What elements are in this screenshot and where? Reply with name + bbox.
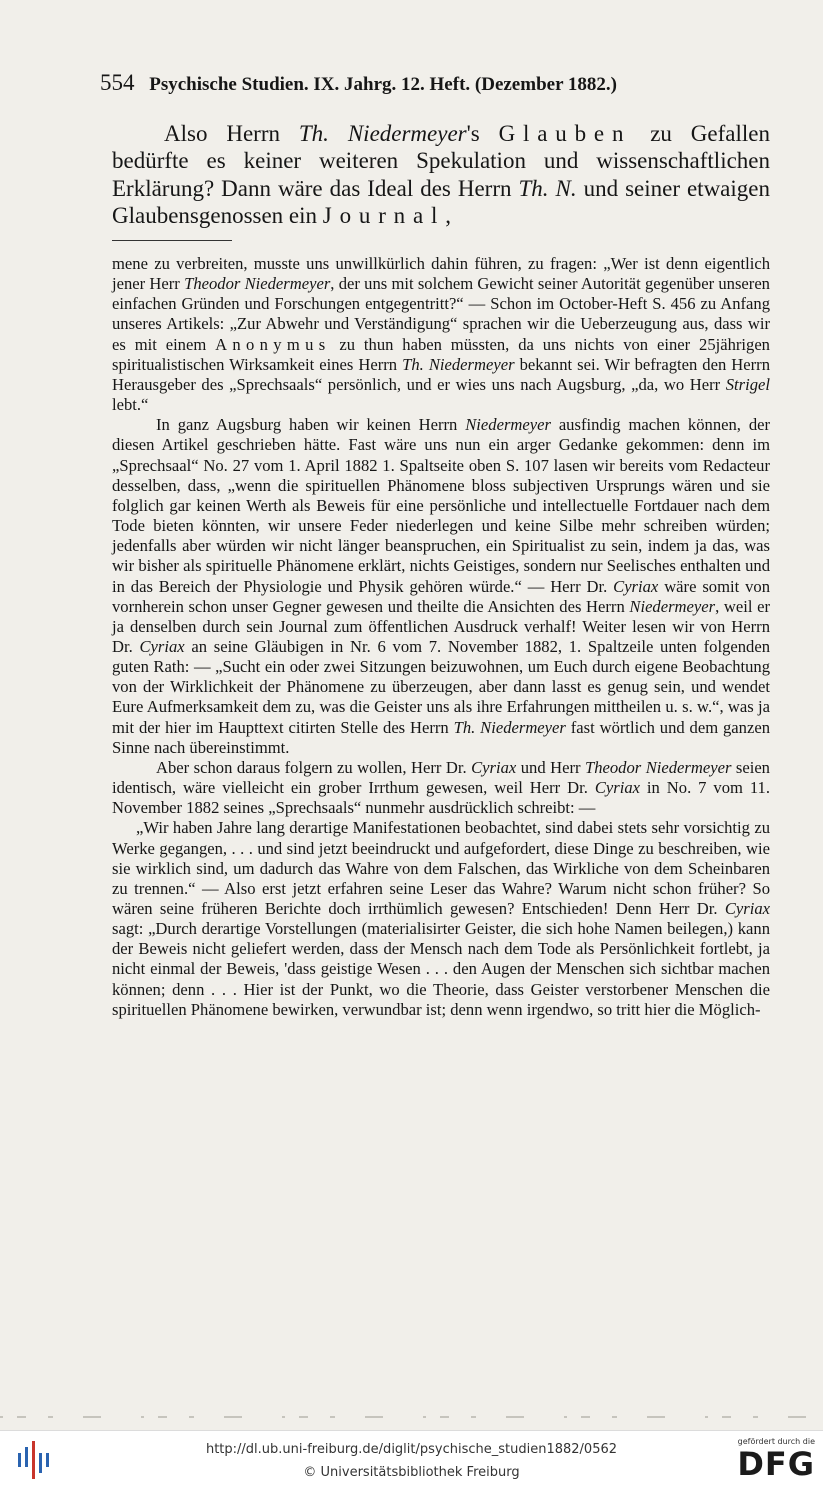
- page-number: 554: [100, 70, 135, 95]
- footnote-quote: „Wir haben Jahre lang derartige Manifestationen beobachtet, sind dabei stets sehr vorsichtig zu Werke gegangen, . . . und sind jetzt beeindruckt und aufgefordert, diese Dinge zu beschreiben, wie sie wirklich sind, um dadurch das Wahre von dem Falschen, das Wirkliche von dem Scheinbaren zu trennen.“ — Also erst jetzt erfahren seine Leser das Wahre? Warum nicht schon früher? So wären seine früheren Berichte doch irrthümlich gewesen? Entschieden! Denn Herr Dr. Cyriax sagt: „Durch derartige Vorstellungen (materialisirter Geister, die sich hohe Namen beilegen,) kann der Beweis nicht geliefert werden, dass der Mensch nach dem Tode als Persönlichkeit fortlebt, ja nicht einmal der Beweis, 'dass geistige Wesen . . . den Augen der Menschen sich sichtbar machen können; denn . . . Hier ist der Punkt, wo die Theorie, dass Geister verstorbener Menschen die spirituellen Phänomene bewirken, verwundbar ist; denn wenn irgendwo, so tritt hier die Möglich-: [112, 818, 770, 1019]
- person-name: Th. Niedermeyer: [453, 717, 566, 737]
- main-paragraph: Also Herrn Th. Niedermeyer's Glauben zu Gefallen bedürfte es keiner weiteren Spekulation und wissenschaftlichen Erklärung? Dann wäre das Ideal des Herrn Th. N. und seiner etwaigen Glaubensgenossen ein Journal,: [112, 121, 770, 229]
- person-name: Th. N.: [518, 175, 577, 201]
- copyright-notice: © Universitätsbibliothek Freiburg: [303, 1465, 520, 1480]
- person-name: Niedermeyer: [629, 596, 716, 616]
- emphasis-spaced: Journal,: [322, 203, 459, 229]
- dfg-funding-label: gefördert durch die: [737, 1437, 815, 1446]
- person-name: Theodor Niedermeyer: [184, 274, 331, 294]
- emphasis-spaced: Anonymus: [215, 334, 331, 354]
- footnote-paragraph: In ganz Augsburg haben wir keinen Herrn Niedermeyer ausfindig machen können, der diesen Artikel geschrieben hätte. Fast wäre uns nun ein arger Gedanke gekommen: denn im „Sprechsaal“ No. 27 vom 1. April 1882 1. Spaltseite oben S. 107 lasen wir bereits vom Redacteur desselben, dass, „wenn die spirituellen Phänomene bloss subjectiven Ursprungs wären und sie folglich gar keinen Werth als Beweis für eine persönliche und intellectuelle Fortdauer nach dem Tode bieten könnten, wir unsere Feder niederlegen und keine Silbe mehr schreiben würden; jedenfalls aber würden wir nicht länger beanspruchen, ein Spiritualist zu sein, indem ja das, was wir bisher als spirituelle Phänomene erklärt, nichts Geistiges, sondern nur Seelisches enthalten und in das Bereich der Physiologie und Physik gehören würde.“ — Herr Dr. Cyriax wäre somit von vornherein schon unser Gegner gewesen und theilte die Ansichten des Herrn Niedermeyer, weil er ja denselben durch sein Journal zum öffentlichen Ausdruck verhalf! Weiter lesen wir von Herrn Dr. Cyriax an seine Gläubigen in Nr. 6 vom 7. November 1882, 1. Spaltzeile unten folgenden guten Rath: — „Sucht ein oder zwei Sitzungen beizuwohnen, um Euch durch eigene Beobachtung von der Wirklichkeit der Phänomene zu überzeugen, aber dann lasst es genug sein, und wendet Eure Aufmerksamkeit dem zu, was die Geister uns als ihre Erfahrungen mittheilen u. s. w.“, was ja mit der hier im Haupttext citirten Stelle des Herrn Th. Niedermeyer fast wörtlich und dem ganzen Sinne nach übereinstimmt.: [112, 415, 771, 757]
- person-name: Cyriax: [471, 757, 517, 777]
- person-name: Cyriax: [139, 636, 185, 656]
- person-name: Th. Niedermeyer: [402, 354, 515, 374]
- person-name: Strigel: [725, 374, 770, 394]
- scan-edge-artifact: [0, 1414, 823, 1420]
- person-name: Niedermeyer: [465, 415, 551, 435]
- emphasis-spaced: Glauben: [498, 121, 632, 146]
- dfg-logo-text: DFG: [737, 1445, 815, 1483]
- person-name: Cyriax: [594, 778, 640, 798]
- person-name: Cyriax: [724, 899, 770, 918]
- main-text: [112, 120, 770, 230]
- footnote-paragraph: Aber schon daraus folgern zu wollen, Herr Dr. Cyriax und Herr Theodor Niedermeyer seien identisch, wäre vielleicht ein grober Irrthum gewesen, weil Herr Dr. Cyriax in No. 7 vom 11. November 1882 seines „Sprechsaals“ nunmehr ausdrücklich schreibt: —: [112, 757, 770, 818]
- running-header: [100, 70, 760, 104]
- person-name: Th. Niedermeyer: [298, 121, 467, 146]
- footnote-paragraph: mene zu verbreiten, musste uns unwillkürlich dahin führen, zu fragen: „Wer ist denn eigentlich jener Herr Theodor Niedermeyer, der uns mit solchem Gewicht seiner Autorität gegenüber unseren einfachen Gründen und Forschungen entgegentritt?“ — Schon im October-Heft S. 456 zu Anfang unseres Artikels: „Zur Abwehr und Verständigung“ sprachen wir die Ueberzeugung aus, dass wir es mit einem Anonymus zu thun haben müssten, da uns nichts von einer 25jährigen spiritualistischen Wirksamkeit eines Herrn Th. Niedermeyer bekannt sei. Wir befragten den Herrn Herausgeber des „Sprechsaals“ persönlich, und er wies uns nach Augsburg, „da, wo Herr Strigel lebt.“: [112, 254, 770, 415]
- running-title: Psychische Studien. IX. Jahrg. 12. Heft. (Dezember 1882.): [149, 74, 617, 95]
- footnote-separator: [112, 240, 232, 241]
- dfg-logo[interactable]: [715, 1437, 815, 1485]
- person-name: Theodor Niedermeyer: [584, 757, 732, 777]
- viewer-footer: [0, 1430, 823, 1488]
- permalink-url[interactable]: http://dl.ub.uni-freiburg.de/diglit/psychische_studien1882/0562: [205, 1442, 618, 1457]
- footnote: [112, 254, 770, 1020]
- person-name: Cyriax: [613, 576, 659, 596]
